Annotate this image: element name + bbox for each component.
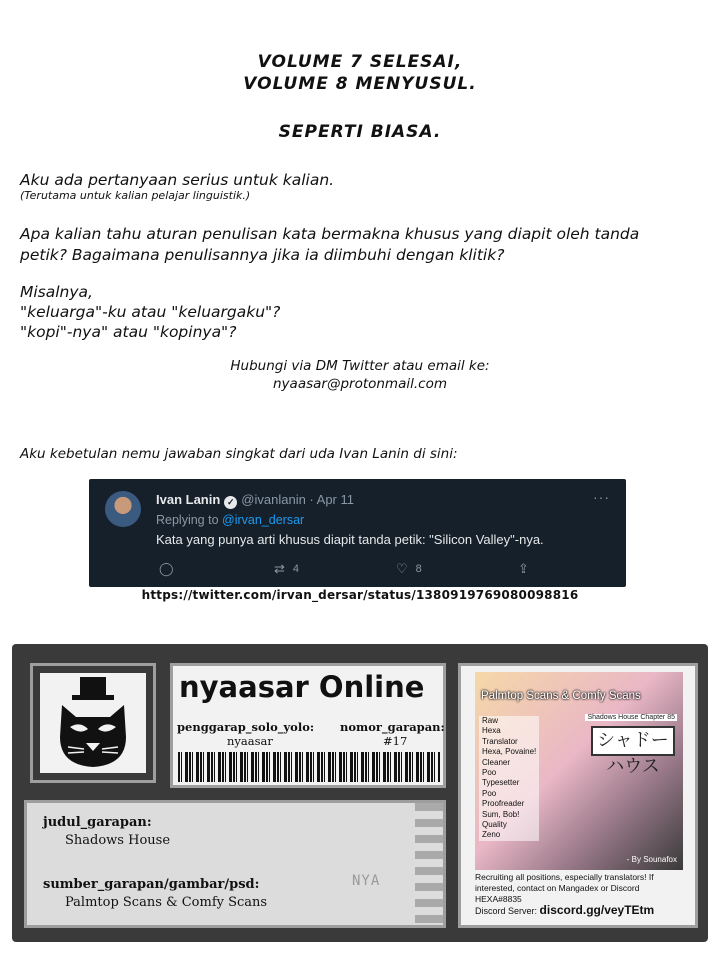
question-line: Aku ada pertanyaan serius untuk kalian.	[20, 171, 335, 189]
tweet-text: Kata yang punya arti khusus diapit tanda petik: "Silicon Valley"-nya.	[156, 532, 544, 547]
role-item: Cleaner	[482, 757, 511, 767]
promo-image	[475, 672, 683, 870]
answer-intro: Aku kebetulan nemu jawaban singkat dari uda Ivan Lanin di sini:	[20, 446, 458, 462]
tweet-actions	[156, 561, 556, 579]
role-item: Poo	[482, 788, 497, 798]
question-note: (Terutama untuk kalian pelajar linguistik.)	[20, 189, 251, 202]
editor-label: penggarap_solo_yolo:	[177, 720, 315, 734]
retweet-count: 4	[292, 563, 300, 575]
reply-button[interactable]	[159, 561, 174, 577]
discord-line	[475, 903, 654, 917]
number-value: #17	[383, 734, 408, 748]
title-frame	[170, 663, 446, 788]
role-item: Typesetter	[482, 778, 520, 788]
role-item: Quality	[482, 820, 507, 830]
replying-prefix: Replying to	[156, 513, 223, 527]
series-label: judul_garapan:	[43, 815, 152, 830]
source-label: sumber_garapan/gambar/psd:	[43, 877, 260, 892]
editor-value: nyaasar	[227, 734, 273, 748]
role-item: Sum, Bob!	[482, 809, 520, 819]
info-frame	[24, 800, 446, 928]
discord-link[interactable]: discord.gg/veyTEtm	[539, 903, 655, 917]
heading-next-volume: VOLUME 8 MENYUSUL.	[243, 74, 477, 94]
like-count: 8	[415, 563, 422, 575]
replying-to-link[interactable]: @irvan_dersar	[222, 513, 305, 527]
tweet-author[interactable]: Ivan Lanin	[156, 492, 221, 507]
like-button[interactable]	[396, 561, 422, 577]
promo-roles	[479, 716, 539, 841]
avatar[interactable]	[105, 491, 141, 527]
share-button[interactable]	[518, 561, 529, 577]
paragraph-line-2: petik? Bagaimana penulisannya jika ia diimbuhi dengan klitik?	[20, 246, 505, 264]
contact-label: Hubungi via DM Twitter atau email ke:	[230, 358, 490, 374]
number-label: nomor_garapan:	[340, 720, 445, 734]
promo-jp-title: シャドーハウス	[591, 726, 675, 756]
role-item: Poo	[482, 768, 497, 778]
example-intro: Misalnya,	[20, 283, 93, 301]
more-icon[interactable]: ···	[593, 489, 610, 505]
heart-icon: ♡	[396, 561, 408, 576]
role-item: Hexa	[482, 726, 501, 736]
recruit-text: Recruiting all positions, especially translators! If interested, contact on Mangadex or Discord HEXA#8835	[475, 872, 654, 904]
watermark: NYA	[352, 873, 381, 889]
heading-as-usual: SEPERTI BIASA.	[278, 122, 442, 142]
logo-frame	[30, 663, 156, 783]
discord-label: Discord Server:	[475, 906, 538, 916]
promo-chapter: Shadows House Chapter 85	[587, 714, 675, 721]
contact-email: nyaasar@protonmail.com	[273, 376, 447, 392]
credits-card	[12, 644, 708, 942]
source-value: Palmtop Scans & Comfy Scans	[65, 895, 268, 910]
role-item: Proofreader	[482, 799, 525, 809]
retweet-button[interactable]	[274, 561, 299, 577]
barcode	[178, 752, 440, 782]
role-item: Hexa, Povaine!	[482, 747, 537, 757]
cat-logo-icon	[40, 673, 146, 773]
tweet-handle: @ivanlanin · Apr 11	[241, 492, 354, 507]
replying-to	[156, 513, 304, 527]
tweet-url[interactable]: https://twitter.com/irvan_dersar/status/1380919769080098816	[141, 588, 579, 602]
tweet-author-line	[156, 492, 354, 509]
series-value: Shadows House	[65, 833, 171, 848]
heading-volume-done: VOLUME 7 SELESAI,	[257, 52, 463, 72]
reply-icon: ◯	[159, 561, 174, 576]
role-item: Zeno	[482, 830, 501, 840]
promo-artist: - By Sounafox	[626, 855, 677, 864]
promo-title: Palmtop Scans & Comfy Scans	[481, 690, 641, 702]
example-2: "kopi"-nya" atau "kopinya"?	[20, 323, 237, 341]
retweet-icon: ⇄	[274, 561, 285, 576]
tweet-card[interactable]	[89, 479, 626, 587]
example-1: "keluarga"-ku atau "keluargaku"?	[20, 303, 281, 321]
paragraph-line-1: Apa kalian tahu aturan penulisan kata bermakna khusus yang diapit oleh tanda	[20, 225, 640, 243]
role-item: Translator	[482, 736, 518, 746]
promo-frame	[458, 663, 698, 928]
share-icon: ⇪	[518, 561, 529, 576]
verified-icon: ✓	[224, 496, 237, 509]
role-item: Raw	[482, 716, 499, 725]
credits-title: nyaasar Online	[179, 670, 425, 704]
pixel-decoration	[415, 803, 443, 925]
